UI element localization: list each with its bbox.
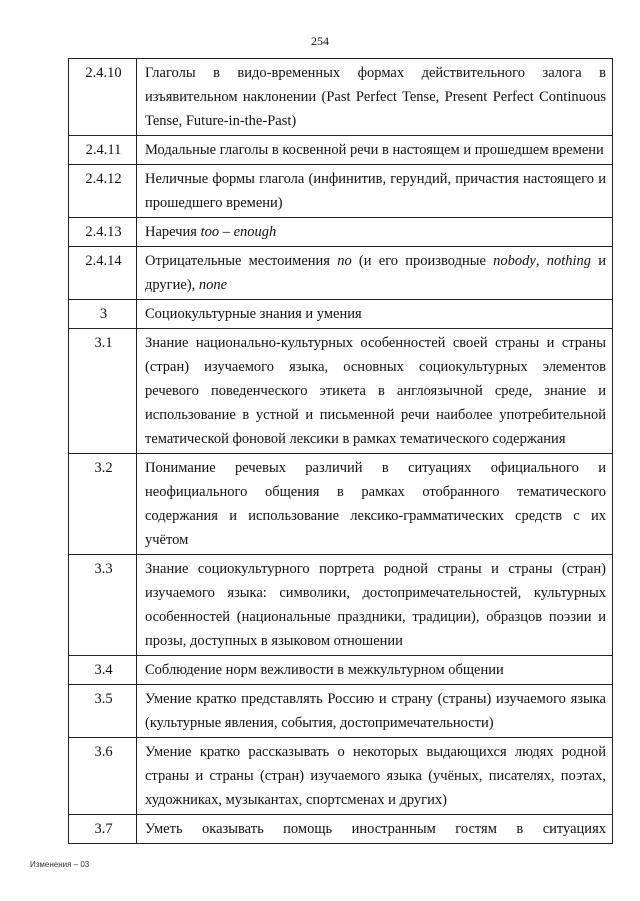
- row-text: Понимание речевых различий в ситуациях официального и неофициального общения в рамках отобранного тематического содержания и использование лексико-грамматических средств с их учётом: [137, 454, 613, 555]
- row-number: 3.6: [69, 738, 137, 815]
- row-text: Знание социокультурного портрета родной страны и страны (стран) изучаемого языка: символики, достопримечательностей, культурных особенностей (национальные праздники, традиции), образцов поэзии и прозы, доступных в языковом отношении: [137, 555, 613, 656]
- table-row: [69, 555, 613, 656]
- row-text: Соблюдение норм вежливости в межкультурном общении: [137, 656, 613, 685]
- row-number: 2.4.14: [69, 247, 137, 300]
- row-text: Знание национально-культурных особенностей своей страны и страны (стран) изучаемого языка, основных социокультурных элементов речевого поведенческого этикета в англоязычной среде, знание и использование в устной и письменной речи наиболее употребительной тематической фоновой лексики в рамках тематического содержания: [137, 329, 613, 454]
- table-row: [69, 738, 613, 815]
- page-number: 254: [311, 34, 329, 48]
- table-row: [69, 218, 613, 247]
- row-text: Умение кратко представлять Россию и страну (страны) изучаемого языка (культурные явления, события, достопримечательности): [137, 685, 613, 738]
- row-number: 3: [69, 300, 137, 329]
- row-text: Отрицательные местоимения no (и его производные nobody, nothing и другие), none: [137, 247, 613, 300]
- table-row: [69, 59, 613, 136]
- table-row: [69, 329, 613, 454]
- row-number: 2.4.11: [69, 136, 137, 165]
- row-text: Глаголы в видо-временных формах действительного залога в изъявительном наклонении (Past Perfect Tense, Present Perfect Continuous Tense, Future-in-the-Past): [137, 59, 613, 136]
- row-text: Модальные глаголы в косвенной речи в настоящем и прошедшем времени: [137, 136, 613, 165]
- table-row: [69, 454, 613, 555]
- table-row: [69, 815, 613, 844]
- table-row: [69, 685, 613, 738]
- row-text: Неличные формы глагола (инфинитив, герундий, причастия настоящего и прошедшего времени): [137, 165, 613, 218]
- table-row: [69, 247, 613, 300]
- revision-note: Изменения – 03: [30, 860, 90, 869]
- row-number: 3.4: [69, 656, 137, 685]
- table-row: [69, 165, 613, 218]
- row-number: 3.1: [69, 329, 137, 454]
- row-text: Наречия too – enough: [137, 218, 613, 247]
- row-text: Умение кратко рассказывать о некоторых выдающихся людях родной страны и страны (стран) изучаемого языка (учёных, писателях, поэтах, художниках, музыкантах, спортсменах и других): [137, 738, 613, 815]
- row-number: 2.4.12: [69, 165, 137, 218]
- row-text: Социокультурные знания и умения: [137, 300, 613, 329]
- row-number: 3.2: [69, 454, 137, 555]
- row-number: 2.4.10: [69, 59, 137, 136]
- row-number: 3.7: [69, 815, 137, 844]
- table-row: [69, 136, 613, 165]
- row-number: 3.3: [69, 555, 137, 656]
- row-number: 2.4.13: [69, 218, 137, 247]
- table-row: [69, 300, 613, 329]
- row-text: Уметь оказывать помощь иностранным гостям в ситуациях: [137, 815, 613, 844]
- row-number: 3.5: [69, 685, 137, 738]
- content-table: [68, 58, 613, 844]
- table-row: [69, 656, 613, 685]
